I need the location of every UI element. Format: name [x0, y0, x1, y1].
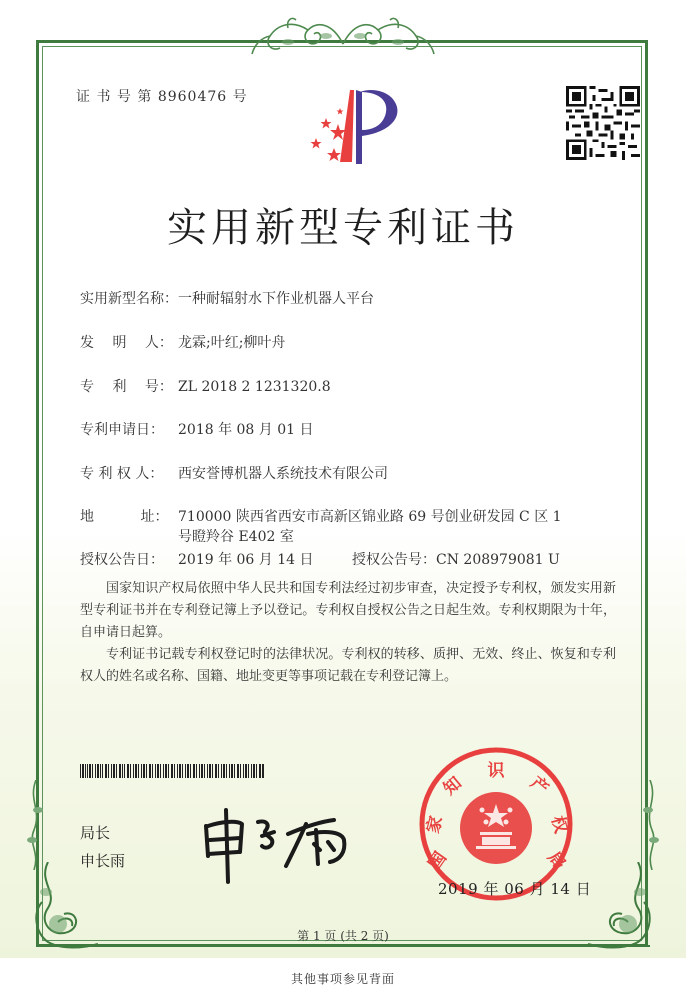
certificate-number	[76, 86, 248, 106]
field-grant-number	[352, 549, 560, 569]
field-value: 710000 陕西省西安市高新区锦业路 69 号创业研发园 C 区 1	[178, 509, 562, 525]
svg-text:权: 权	[546, 813, 571, 836]
field-inventor	[80, 332, 285, 352]
director-title: 局长	[80, 824, 111, 842]
svg-text:识: 识	[487, 761, 505, 781]
field-value: 2019 年 06 月 14 日	[178, 552, 314, 568]
cnipa-logo-icon	[296, 80, 406, 172]
qr-code-icon	[566, 86, 640, 160]
page-indicator: 第 1 页 (共 2 页)	[297, 929, 389, 943]
barcode-icon	[80, 764, 264, 778]
field-label: 实用新型名称：	[80, 291, 178, 307]
paragraph-text: 国家知识产权局依照中华人民共和国专利法经过初步审查，决定授予专利权，颁发实用新型专利证书并在专利登记簿上予以登记。专利权自授权公告之日起生效。专利权期限为十年，自申请日起算。	[80, 581, 616, 640]
field-filing-date	[80, 419, 314, 439]
field-label: 发 明 人：	[80, 335, 173, 351]
field-value: 西安誉博机器人系统技术有限公司	[178, 466, 388, 482]
field-value: 龙霖;叶红;柳叶舟	[178, 335, 286, 351]
signature-icon	[196, 800, 356, 884]
field-label: 专 利 权 人：	[80, 466, 164, 482]
director-name: 申长雨	[80, 852, 126, 870]
svg-text:国: 国	[424, 848, 451, 874]
field-value: ZL 2018 2 1231320.8	[178, 379, 331, 395]
svg-text:局: 局	[543, 848, 570, 874]
field-label: 地 址：	[80, 509, 169, 525]
field-value: 一种耐辐射水下作业机器人平台	[178, 291, 374, 307]
field-label: 专 利 号：	[80, 379, 173, 395]
certificate-number-value: 8960476	[157, 89, 228, 105]
floral-ornament-icon	[248, 14, 438, 60]
field-value: CN 208979081 U	[436, 552, 560, 568]
back-side-note: 其他事项参见背面	[290, 972, 395, 986]
paragraph-text: 专利证书记载专利权登记时的法律状况。专利权的转移、质押、无效、终止、恢复和专利权人的姓名或名称、国籍、地址变更等事项记载在专利登记簿上。	[80, 647, 616, 684]
seal-date: 2019 年 06 月 14 日	[438, 880, 592, 898]
field-label: 授权公告日：	[80, 552, 164, 568]
field-patentee	[80, 463, 388, 483]
certificate-number-suffix: 号	[232, 89, 248, 105]
field-address	[80, 506, 562, 526]
field-label: 专利申请日：	[80, 422, 164, 438]
svg-text:产: 产	[526, 773, 553, 800]
certificate-number-label: 证 书 号 第	[76, 89, 153, 105]
field-value: 2018 年 08 月 01 日	[178, 422, 314, 438]
field-label: 授权公告号：	[352, 552, 436, 568]
field-patent-number	[80, 376, 331, 396]
svg-text:知: 知	[439, 773, 466, 800]
vine-ornament-icon	[24, 780, 46, 870]
certificate-title: 实用新型专利证书	[167, 205, 519, 251]
statement-paragraph-1	[80, 578, 616, 644]
field-grant-date	[80, 549, 314, 569]
vine-ornament-icon	[640, 780, 662, 870]
field-address-line2: 号瞪羚谷 E402 室	[178, 529, 294, 545]
svg-text:家: 家	[423, 813, 448, 836]
field-utility-model-name	[80, 288, 374, 308]
statement-paragraph-2	[80, 644, 616, 688]
